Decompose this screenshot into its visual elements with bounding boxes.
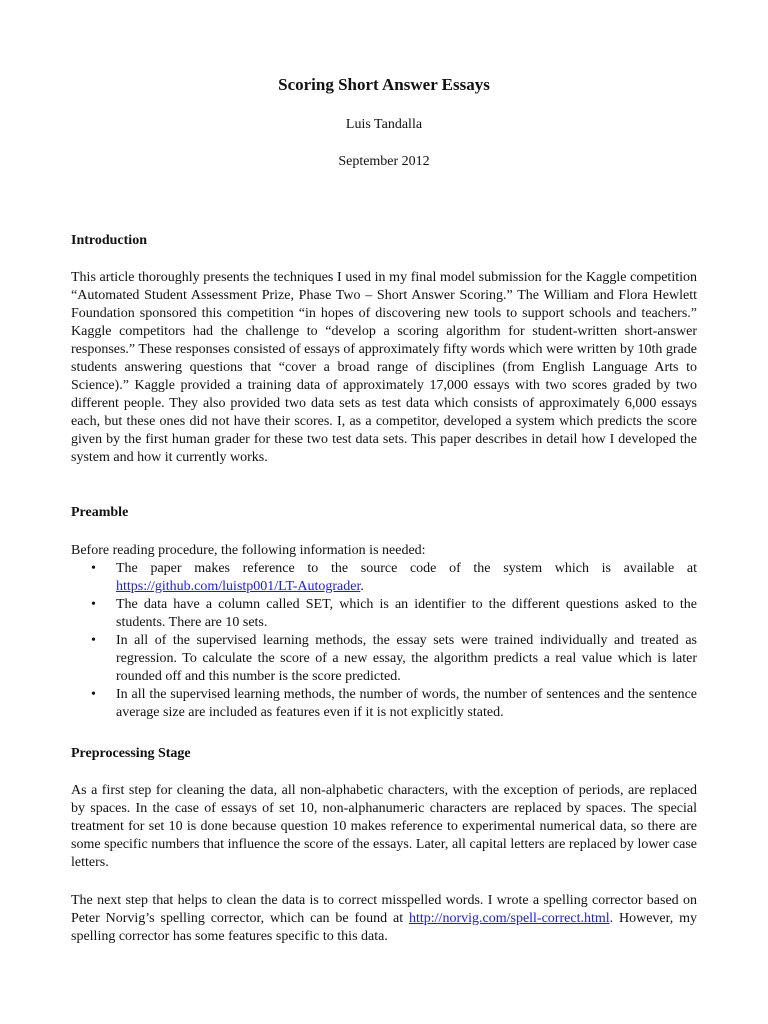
paragraph-text-end: . However, my spelling corrector has some features specific to this data. xyxy=(71,911,698,944)
list-item xyxy=(71,686,697,722)
introduction-heading: Introduction xyxy=(71,233,147,248)
preamble-bullet-list xyxy=(71,560,697,722)
preprocessing-heading: Preprocessing Stage xyxy=(71,746,191,761)
paragraph-text: The next step that helps to clean the data is to correct misspelled words. I wrote a spelling corrector based on Peter Norvig’s spelling corrector, which can be found at xyxy=(71,893,697,926)
bullet-text: The data have a column called SET, which is an identifier to the different questions asked to the students. There are 10 sets. xyxy=(116,597,697,630)
paper-date: September 2012 xyxy=(338,154,430,169)
bullet-icon: • xyxy=(91,597,96,612)
bullet-text: In all the supervised learning methods, the number of words, the number of sentences and the sentence average size are included as features even if it is not explicitly stated. xyxy=(116,687,697,720)
preamble-intro: Before reading procedure, the following information is needed: xyxy=(71,543,426,558)
source-code-link[interactable]: https://github.com/luistp001/LT-Autograder xyxy=(116,579,361,594)
preprocessing-paragraph-1: As a first step for cleaning the data, all non-alphabetic characters, with the exception of periods, are replaced by spaces. In the case of essays of set 10, non-alphanumeric characters are replaced by spaces. The special treatment for set 10 is done because question 10 makes reference to experimental numerical data, so there are some specific numbers that influence the score of the essays. Later, all capital letters are replaced by lower case letters. xyxy=(71,783,697,870)
paper-title: Scoring Short Answer Essays xyxy=(278,75,490,94)
bullet-text: The paper makes reference to the source code of the system which is available at xyxy=(116,561,697,576)
preamble-heading: Preamble xyxy=(71,505,129,520)
preprocessing-paragraph-2 xyxy=(71,892,697,946)
bullet-icon: • xyxy=(91,687,96,702)
bullet-text: In all of the supervised learning methods, the essay sets were trained individually and treated as regression. To calculate the score of a new essay, the algorithm predicts a real value which is later rounded off and this number is the score predicted. xyxy=(116,633,697,684)
bullet-icon: • xyxy=(91,561,96,576)
bullet-text-end: . xyxy=(360,579,364,594)
paper-author: Luis Tandalla xyxy=(345,117,423,132)
list-item xyxy=(71,632,697,686)
spell-correct-link[interactable]: http://norvig.com/spell-correct.html xyxy=(409,911,610,926)
bullet-icon: • xyxy=(91,633,96,648)
list-item xyxy=(71,596,697,632)
list-item xyxy=(71,560,697,596)
introduction-paragraph: This article thoroughly presents the techniques I used in my final model submission for the Kaggle competition “Automated Student Assessment Prize, Phase Two – Short Answer Scoring.” The William and Flora Hewlett Foundation sponsored this competition “in hopes of discovering new tools to support schools and teachers.” Kaggle competitors had the challenge to “develop a scoring algorithm for student-written short-answer responses.” These responses consisted of essays of approximately fifty words which were written by 10th grade students answering questions that “cover a broad range of disciplines (from English Language Arts to Science).” Kaggle provided a training data of approximately 17,000 essays with two scores graded by two different people. They also provided two data sets as test data which consists of approximately 6,000 essays each, but these ones did not have their scores. I, as a competitor, developed a system which predicts the score given by the first human grader for these two test data sets. This paper describes in detail how I developed the system and how it currently works. xyxy=(71,270,697,465)
